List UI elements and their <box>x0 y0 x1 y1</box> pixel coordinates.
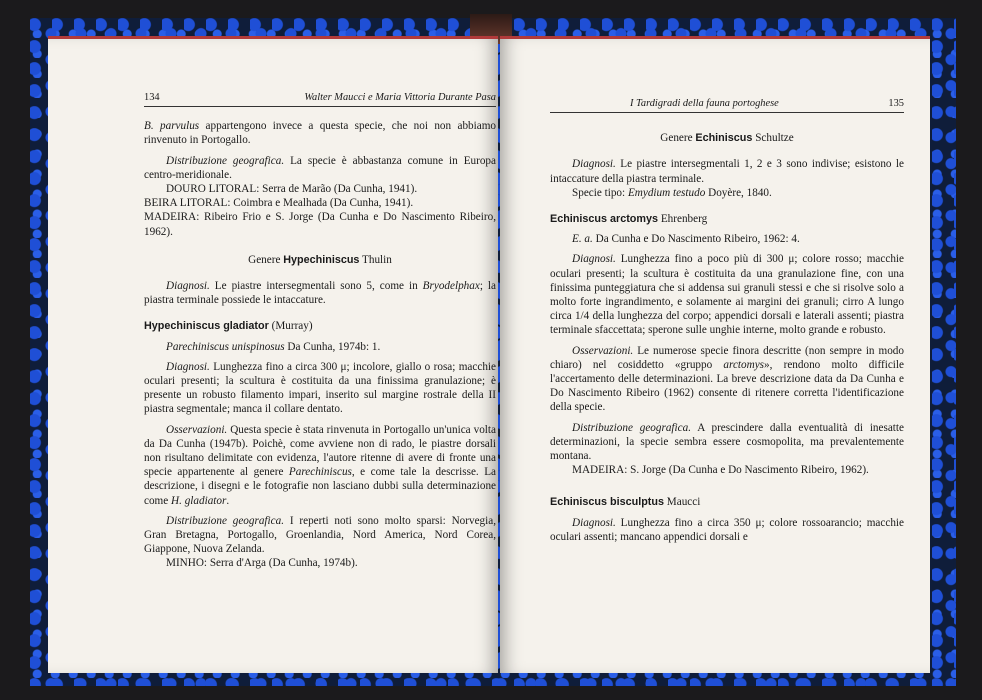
synonym <box>144 340 496 354</box>
paragraph-text: Le piastre intersegmentali 1, 2 e 3 sono indivise; esistono le intaccature della piastra terminale. <box>550 158 904 185</box>
paragraph-text: A prescindere dalla eventualità di inesatte determinazioni, la specie sembra essere cosmopolita, ma prevalentemente montana. <box>550 421 904 463</box>
taxon-name: B. parvulus <box>144 120 200 133</box>
right-page-content <box>550 97 904 550</box>
paragraph-text: », rendono molto difficile l'accertamento delle determinazioni. La breve descrizione data da Da Cunha e Do Nascimento Ribeiro (1962) consente di ritenere corretta l'identificazione della specie. <box>550 358 904 414</box>
section-label: Distribuzione geografica. <box>166 514 285 527</box>
section-label: Osservazioni. <box>572 344 634 357</box>
paragraph-text: . <box>226 494 230 507</box>
page-number: 134 <box>144 92 160 103</box>
paragraph <box>144 360 496 417</box>
paragraph <box>144 423 496 508</box>
taxon-name: H. gladiator <box>171 494 227 507</box>
species-name: Hypechiniscus gladiator <box>144 320 269 333</box>
paragraph-text: Lunghezza fino a poco più di 300 μ; colore rosso; macchie oculari presenti; la scultura è costituita da una granulazione fine, con una finissima punteggiatura che si addensa sui granuli stessi e che si risolve solo a molto forte ingrandimento, e solamente ai margini dei granuli; cirro A lungo circa 1/4 della lunghezza del corpo; appendici dorsali e laterali assenti; piastra terminale sfaccettata; sperone sulle unghie interne, molto grande e robusto. <box>550 253 904 337</box>
taxon-name: Parechiniscus unispinosus <box>166 340 285 353</box>
taxon-name: arctomys <box>723 358 765 371</box>
locality: DOURO LITORAL: Serra de Marão (Da Cunha, 1941). <box>166 183 418 196</box>
left-page <box>48 36 498 673</box>
species-name: Echiniscus bisculptus <box>550 496 664 509</box>
genus-prefix: Genere <box>660 132 696 145</box>
paragraph-text: Le piastre intersegmentali sono 5, come in <box>209 280 423 293</box>
locality: BEIRA LITORAL: Coimbra e Mealhada (Da Cunha, 1941). <box>144 197 414 210</box>
species-heading <box>550 212 904 226</box>
right-header <box>550 97 904 113</box>
running-head: Walter Maucci e Maria Vittoria Durante Pasa <box>304 92 496 103</box>
locality: MINHO: Serra d'Arga (Da Cunha, 1974b). <box>166 557 358 570</box>
paragraph <box>144 279 496 307</box>
section-label: Diagnosi. <box>572 253 616 266</box>
paragraph <box>144 514 496 557</box>
genus-author: Schultze <box>752 132 794 145</box>
paragraph-text: ; la piastra terminale possiede le intaccature. <box>144 280 496 307</box>
genus-author: Thulin <box>359 253 392 266</box>
paragraph-text: Lunghezza fino a circa 300 μ; incolore, giallo o rosa; macchie oculari presenti; la scultura è costituita da una finissima granulazione; è presente un robusto filamento impari, inserito sul margine rostrale della II piastra segmentale; manca il collare dentato. <box>144 360 496 416</box>
taxon-name: Emydium testudo <box>627 186 706 199</box>
paragraph-text: , e come tale la descrisse. La descrizione, i disegni e le fotografie non lasciano dubbi sulla determinazione come <box>144 466 496 507</box>
paragraph <box>550 157 904 185</box>
paragraph <box>550 186 904 200</box>
paragraph-text: I reperti noti sono molto sparsi: Norvegia, Gran Bretagna, Portogallo, Groenlandia, Nord America, Nord Corea, Giappone, Nuova Zelanda. <box>144 514 496 556</box>
species-heading <box>144 319 496 333</box>
genus-prefix: Genere <box>248 253 284 266</box>
paragraph-text: Lunghezza fino a circa 350 μ; colore rossoarancio; macchie oculari assenti; mancano appendici dorsali e <box>550 516 904 543</box>
paragraph <box>550 344 904 415</box>
section-label: Diagnosi. <box>166 280 210 293</box>
paragraph <box>550 421 904 464</box>
section-label: Diagnosi. <box>572 158 616 171</box>
paragraph-text: Da Cunha, 1974b: 1. <box>284 340 381 353</box>
paragraph <box>550 252 904 337</box>
section-label: Diagnosi. <box>572 516 616 529</box>
locality: MADEIRA: S. Jorge (Da Cunha e Do Nascimento Ribeiro, 1962). <box>572 464 869 477</box>
genus-name: Hypechiniscus <box>283 253 360 266</box>
taxon-name: E. a. <box>572 233 593 246</box>
paragraph-text: appartengono invece a questa specie, che noi non abbiamo rinvenuto in Portogallo. <box>144 120 497 147</box>
page-number: 135 <box>888 98 904 109</box>
synonym <box>550 232 904 246</box>
paragraph <box>550 516 904 544</box>
species-heading <box>550 495 904 509</box>
section-label: Diagnosi. <box>166 360 210 373</box>
paragraph-text: Questa specie è stata rinvenuta in Portogallo un'unica volta da Da Cunha (1947b). Poichè, come avviene non di rado, le piastre dorsali non risultano delimitate con evidenza, l'autore ritenne di avere di fronte una specie appartenente al genere <box>144 423 496 479</box>
locality: MADEIRA: Ribeiro Frio e S. Jorge (Da Cunha e Do Nascimento Ribeiro, 1962). <box>144 211 496 238</box>
taxon-name: Bryodelphax <box>422 280 480 293</box>
species-author: (Murray) <box>268 320 313 333</box>
paragraph-text: Doyère, 1840. <box>705 186 772 199</box>
section-label: Osservazioni. <box>166 423 228 436</box>
paragraph-text: Da Cunha e Do Nascimento Ribeiro, 1962: 4. <box>592 233 800 246</box>
taxon-name: Parechiniscus <box>288 466 352 479</box>
running-head: I Tardigradi della fauna portoghese <box>630 98 779 109</box>
left-header <box>144 91 496 107</box>
section-label: Distribuzione geografica. <box>572 421 691 434</box>
paragraph <box>144 154 496 182</box>
paragraph-text: Specie tipo: <box>572 186 628 199</box>
paragraph-text: La specie è abbastanza comune in Europa centro-meridionale. <box>144 154 496 181</box>
genus-heading <box>144 253 496 267</box>
paragraph <box>144 119 496 147</box>
left-page-content <box>144 91 496 577</box>
species-author: Ehrenberg <box>658 213 708 226</box>
paragraph-text: Le numerose specie finora descritte (non sempre in modo chiaro) nel cosiddetto «gruppo <box>550 344 904 371</box>
species-name: Echiniscus arctomys <box>550 213 659 226</box>
section-label: Distribuzione geografica. <box>166 154 285 167</box>
species-author: Maucci <box>664 496 701 509</box>
genus-heading <box>550 131 904 145</box>
genus-name: Echiniscus <box>695 132 753 145</box>
right-page <box>500 36 930 673</box>
